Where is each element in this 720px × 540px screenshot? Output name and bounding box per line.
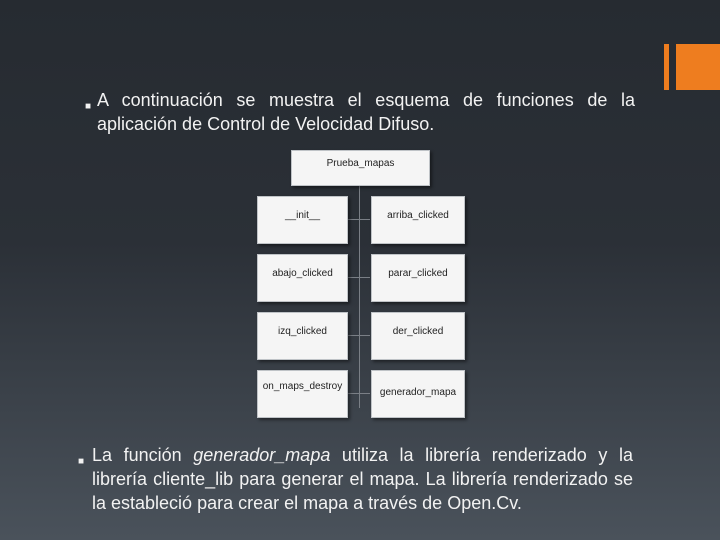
connector-row-1 bbox=[348, 219, 370, 220]
function-node bbox=[371, 196, 465, 244]
accent-bar bbox=[664, 44, 720, 90]
function-label: on_maps_destroy bbox=[262, 381, 343, 392]
function-node bbox=[257, 196, 348, 244]
function-node bbox=[257, 312, 348, 360]
bullet-intro bbox=[85, 88, 635, 136]
function-label: arriba_clicked bbox=[387, 210, 449, 221]
bullet-generator-prefix: La función bbox=[92, 445, 194, 465]
function-label: __init__ bbox=[284, 210, 321, 221]
accent-bar-thick bbox=[676, 44, 720, 90]
function-diagram bbox=[250, 148, 470, 422]
function-node bbox=[371, 370, 465, 418]
function-node bbox=[371, 312, 465, 360]
connector-row-2 bbox=[348, 277, 370, 278]
bullet-generator-suffix: utiliza la librería renderizado y la librería cliente_lib para generar el mapa. La librería renderizado se la estableció para crear el mapa a través de Open.Cv. bbox=[92, 445, 633, 513]
bullet-square-icon: ■ bbox=[78, 456, 85, 467]
bullet-generator-note bbox=[78, 443, 633, 515]
connector-row-3 bbox=[348, 335, 370, 336]
function-label: abajo_clicked bbox=[272, 268, 333, 279]
bullet-intro-text: A continuación se muestra el esquema de funciones de la aplicación de Control de Velocidad Difuso. bbox=[97, 90, 635, 134]
function-node bbox=[371, 254, 465, 302]
function-label: generador_mapa bbox=[379, 387, 457, 398]
function-node bbox=[257, 254, 348, 302]
bullet-square-icon: ■ bbox=[85, 101, 92, 112]
diagram-root-label: Prueba_mapas bbox=[326, 158, 395, 169]
function-label: parar_clicked bbox=[388, 268, 448, 279]
bullet-generator-text bbox=[92, 443, 633, 515]
function-node bbox=[257, 370, 348, 418]
function-label: izq_clicked bbox=[278, 326, 327, 337]
connector-row-4 bbox=[348, 393, 370, 394]
function-label: der_clicked bbox=[392, 326, 444, 337]
accent-bar-thin bbox=[664, 44, 669, 90]
diagram-root-node bbox=[291, 150, 430, 186]
bullet-generator-emphasis: generador_mapa bbox=[193, 445, 331, 465]
